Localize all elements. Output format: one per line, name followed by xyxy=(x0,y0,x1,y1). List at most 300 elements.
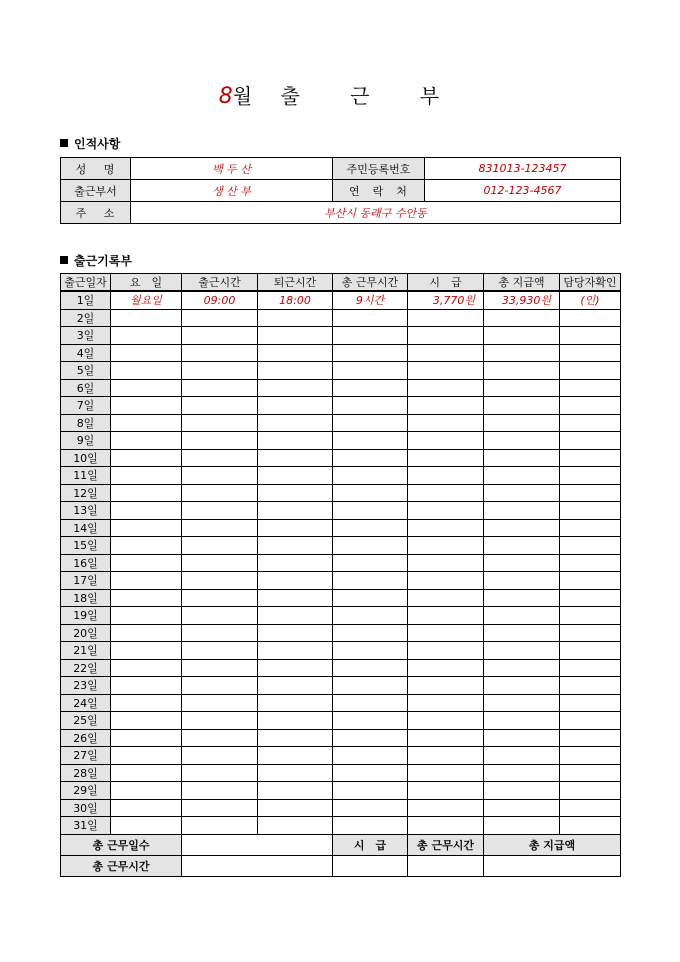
row-cell[interactable] xyxy=(258,589,333,607)
page-title xyxy=(0,80,680,109)
table-row xyxy=(61,572,621,590)
row-cell[interactable] xyxy=(258,537,333,555)
row-cell[interactable] xyxy=(258,519,333,537)
row-cell[interactable] xyxy=(333,397,408,415)
row-cell[interactable] xyxy=(484,642,560,660)
row-cell[interactable] xyxy=(560,397,621,415)
table-row xyxy=(61,729,621,747)
row-cell[interactable] xyxy=(484,589,560,607)
row-cell[interactable] xyxy=(408,764,484,782)
row-cell[interactable] xyxy=(111,484,182,502)
row-cell[interactable] xyxy=(111,624,182,642)
row-cell[interactable] xyxy=(258,817,333,835)
title-month: 8 xyxy=(218,84,233,109)
row-cell[interactable] xyxy=(111,607,182,625)
col-header-confirm: 담당자확인 xyxy=(560,274,621,292)
row-cell[interactable] xyxy=(111,782,182,800)
row-cell[interactable] xyxy=(560,589,621,607)
personal-section-heading: 인적사항 xyxy=(60,135,120,152)
row-cell[interactable] xyxy=(258,449,333,467)
row-cell[interactable] xyxy=(111,642,182,660)
row-cell[interactable] xyxy=(560,572,621,590)
row-cell[interactable] xyxy=(182,502,258,520)
total-days-label: 총 근무일수 xyxy=(61,834,182,855)
table-row xyxy=(61,309,621,327)
rrn-label: 주민등록번호 xyxy=(333,158,425,180)
row-cell[interactable] xyxy=(111,764,182,782)
row-date: 3일 xyxy=(61,327,111,345)
row-cell[interactable] xyxy=(560,327,621,345)
row-cell[interactable] xyxy=(258,572,333,590)
row-cell[interactable] xyxy=(560,537,621,555)
table-row xyxy=(61,519,621,537)
row-cell[interactable] xyxy=(258,694,333,712)
attendance-header-row xyxy=(61,274,621,292)
row-cell[interactable] xyxy=(182,607,258,625)
row-cell[interactable] xyxy=(333,589,408,607)
row-cell[interactable] xyxy=(333,694,408,712)
row-cell[interactable] xyxy=(333,782,408,800)
row-cell[interactable] xyxy=(111,502,182,520)
row-cell[interactable] xyxy=(408,362,484,380)
row-cell[interactable] xyxy=(408,659,484,677)
row-cell[interactable] xyxy=(333,817,408,835)
row-cell[interactable] xyxy=(484,484,560,502)
row-cell[interactable] xyxy=(333,572,408,590)
row-date: 22일 xyxy=(61,659,111,677)
row-cell[interactable] xyxy=(484,467,560,485)
row-cell[interactable] xyxy=(182,414,258,432)
row-cell[interactable] xyxy=(408,344,484,362)
total-pay-summary-value[interactable] xyxy=(484,855,621,876)
row-date: 14일 xyxy=(61,519,111,537)
row-cell[interactable] xyxy=(333,712,408,730)
contact-value[interactable]: 012-123-4567 xyxy=(425,180,621,202)
row-date: 10일 xyxy=(61,449,111,467)
row-cell[interactable] xyxy=(333,519,408,537)
row-cell[interactable] xyxy=(111,432,182,450)
row-date: 30일 xyxy=(61,799,111,817)
row-wage[interactable]: 3,770원 xyxy=(408,291,484,309)
personal-info-table xyxy=(60,157,621,224)
row-date: 9일 xyxy=(61,432,111,450)
attendance-section-heading: 출근기록부 xyxy=(60,252,132,269)
row-cell[interactable] xyxy=(111,344,182,362)
row-cell[interactable] xyxy=(258,659,333,677)
row-cell[interactable] xyxy=(111,572,182,590)
row-cell[interactable] xyxy=(560,467,621,485)
row-cell[interactable] xyxy=(484,449,560,467)
table-row xyxy=(61,432,621,450)
row-cell[interactable] xyxy=(333,554,408,572)
row-date: 21일 xyxy=(61,642,111,660)
dept-value[interactable]: 생 산 부 xyxy=(131,180,333,202)
row-cell[interactable] xyxy=(111,659,182,677)
row-cell[interactable] xyxy=(560,624,621,642)
row-cell[interactable] xyxy=(182,782,258,800)
row-cell[interactable] xyxy=(408,554,484,572)
row-cell[interactable] xyxy=(182,817,258,835)
row-cell[interactable] xyxy=(182,799,258,817)
row-cell[interactable] xyxy=(560,642,621,660)
row-cell[interactable] xyxy=(182,379,258,397)
row-cell[interactable] xyxy=(484,694,560,712)
row-cell[interactable] xyxy=(182,747,258,765)
row-cell[interactable] xyxy=(333,432,408,450)
row-cell[interactable] xyxy=(333,379,408,397)
row-cell[interactable] xyxy=(182,362,258,380)
row-cell[interactable] xyxy=(333,607,408,625)
row-cell[interactable] xyxy=(182,572,258,590)
row-cell[interactable] xyxy=(484,624,560,642)
row-cell[interactable] xyxy=(333,747,408,765)
total-hours-value[interactable] xyxy=(182,855,333,876)
bullet-square-icon xyxy=(60,256,68,264)
row-cell[interactable] xyxy=(560,799,621,817)
row-cell[interactable] xyxy=(333,642,408,660)
table-row xyxy=(61,747,621,765)
row-cell[interactable] xyxy=(333,449,408,467)
row-cell[interactable] xyxy=(408,712,484,730)
row-cell[interactable] xyxy=(560,747,621,765)
row-cell[interactable] xyxy=(333,327,408,345)
table-row xyxy=(61,467,621,485)
row-date: 19일 xyxy=(61,607,111,625)
row-cell[interactable] xyxy=(484,432,560,450)
row-cell[interactable] xyxy=(408,467,484,485)
row-cell[interactable] xyxy=(111,379,182,397)
table-row xyxy=(61,712,621,730)
title-char-2: 출 xyxy=(280,84,300,108)
row-cell[interactable] xyxy=(182,449,258,467)
row-cell[interactable] xyxy=(258,344,333,362)
row-cell[interactable] xyxy=(182,624,258,642)
row-cell[interactable] xyxy=(408,449,484,467)
row-cell[interactable] xyxy=(258,554,333,572)
row-cell[interactable] xyxy=(258,729,333,747)
total-days-value[interactable] xyxy=(182,834,333,855)
row-cell[interactable] xyxy=(182,642,258,660)
col-header-total: 총 지급액 xyxy=(484,274,560,292)
row-cell[interactable] xyxy=(484,607,560,625)
row-cell[interactable] xyxy=(484,799,560,817)
row-cell[interactable] xyxy=(333,799,408,817)
row-cell[interactable] xyxy=(111,747,182,765)
row-date: 24일 xyxy=(61,694,111,712)
row-cell[interactable] xyxy=(258,747,333,765)
row-date: 1일 xyxy=(61,291,111,309)
row-cell[interactable] xyxy=(182,484,258,502)
row-out-time[interactable]: 18:00 xyxy=(258,291,333,309)
row-cell[interactable] xyxy=(333,467,408,485)
row-cell[interactable] xyxy=(560,712,621,730)
row-cell[interactable] xyxy=(484,782,560,800)
row-cell[interactable] xyxy=(111,694,182,712)
row-cell[interactable] xyxy=(484,712,560,730)
row-cell[interactable] xyxy=(182,764,258,782)
row-cell[interactable] xyxy=(258,362,333,380)
row-cell[interactable] xyxy=(111,817,182,835)
row-cell[interactable] xyxy=(408,589,484,607)
row-cell[interactable] xyxy=(484,817,560,835)
name-value[interactable]: 백 두 산 xyxy=(131,158,333,180)
table-row xyxy=(61,589,621,607)
row-cell[interactable] xyxy=(333,344,408,362)
row-date: 17일 xyxy=(61,572,111,590)
row-cell[interactable] xyxy=(560,519,621,537)
row-date: 11일 xyxy=(61,467,111,485)
row-cell[interactable] xyxy=(333,624,408,642)
row-cell[interactable] xyxy=(408,694,484,712)
row-cell[interactable] xyxy=(408,799,484,817)
row-cell[interactable] xyxy=(111,362,182,380)
table-row xyxy=(61,607,621,625)
row-cell[interactable] xyxy=(333,362,408,380)
row-cell[interactable] xyxy=(408,309,484,327)
total-hours-label: 총 근무시간 xyxy=(61,855,182,876)
row-cell[interactable] xyxy=(408,747,484,765)
row-cell[interactable] xyxy=(333,729,408,747)
row-cell[interactable] xyxy=(182,729,258,747)
row-cell[interactable] xyxy=(258,309,333,327)
row-cell[interactable] xyxy=(560,432,621,450)
row-cell[interactable] xyxy=(111,589,182,607)
row-cell[interactable] xyxy=(560,362,621,380)
row-cell[interactable] xyxy=(408,379,484,397)
row-cell[interactable] xyxy=(182,537,258,555)
table-row xyxy=(61,799,621,817)
row-cell[interactable] xyxy=(182,712,258,730)
row-cell[interactable] xyxy=(560,782,621,800)
row-cell[interactable] xyxy=(408,572,484,590)
wage-summary-label: 시 급 xyxy=(333,834,408,855)
row-cell[interactable] xyxy=(408,677,484,695)
summary-row xyxy=(61,834,621,855)
row-cell[interactable] xyxy=(484,572,560,590)
row-cell[interactable] xyxy=(560,309,621,327)
row-date: 26일 xyxy=(61,729,111,747)
row-cell[interactable] xyxy=(333,659,408,677)
row-cell[interactable] xyxy=(408,642,484,660)
row-cell[interactable] xyxy=(484,327,560,345)
table-row xyxy=(61,677,621,695)
row-cell[interactable] xyxy=(560,554,621,572)
table-row xyxy=(61,449,621,467)
row-cell[interactable] xyxy=(111,554,182,572)
row-cell[interactable] xyxy=(408,484,484,502)
table-row xyxy=(61,327,621,345)
table-row xyxy=(61,362,621,380)
row-weekday[interactable]: 월요일 xyxy=(111,291,182,309)
row-cell[interactable] xyxy=(258,502,333,520)
total-hours-summary-value[interactable] xyxy=(408,855,484,876)
table-row xyxy=(61,642,621,660)
row-cell[interactable] xyxy=(333,309,408,327)
row-cell[interactable] xyxy=(484,519,560,537)
row-cell[interactable] xyxy=(111,729,182,747)
row-cell[interactable] xyxy=(484,309,560,327)
row-cell[interactable] xyxy=(182,554,258,572)
row-cell[interactable] xyxy=(484,659,560,677)
row-cell[interactable] xyxy=(484,677,560,695)
row-date: 31일 xyxy=(61,817,111,835)
row-cell[interactable] xyxy=(182,467,258,485)
col-header-weekday: 요 일 xyxy=(111,274,182,292)
address-value[interactable]: 부산시 동래구 수안동 xyxy=(131,202,621,224)
row-cell[interactable] xyxy=(408,729,484,747)
rrn-value[interactable]: 831013-123457 xyxy=(425,158,621,180)
row-cell[interactable] xyxy=(111,712,182,730)
row-cell[interactable] xyxy=(560,659,621,677)
row-date: 2일 xyxy=(61,309,111,327)
row-cell[interactable] xyxy=(333,764,408,782)
table-row xyxy=(61,764,621,782)
info-row xyxy=(61,202,621,224)
row-cell[interactable] xyxy=(258,432,333,450)
row-cell[interactable] xyxy=(111,537,182,555)
table-row xyxy=(61,554,621,572)
row-cell[interactable] xyxy=(560,449,621,467)
row-cell[interactable] xyxy=(484,554,560,572)
row-cell[interactable] xyxy=(182,432,258,450)
row-cell[interactable] xyxy=(408,414,484,432)
row-cell[interactable] xyxy=(560,344,621,362)
col-header-date: 출근일자 xyxy=(61,274,111,292)
row-cell[interactable] xyxy=(111,327,182,345)
row-cell[interactable] xyxy=(258,764,333,782)
row-cell[interactable] xyxy=(484,362,560,380)
row-cell[interactable] xyxy=(258,642,333,660)
row-cell[interactable] xyxy=(560,502,621,520)
row-cell[interactable] xyxy=(258,379,333,397)
row-cell[interactable] xyxy=(408,624,484,642)
info-row xyxy=(61,158,621,180)
row-cell[interactable] xyxy=(333,502,408,520)
row-cell[interactable] xyxy=(408,607,484,625)
row-cell[interactable] xyxy=(111,467,182,485)
row-cell[interactable] xyxy=(111,677,182,695)
row-cell[interactable] xyxy=(258,799,333,817)
col-header-wage: 시 급 xyxy=(408,274,484,292)
row-cell[interactable] xyxy=(560,729,621,747)
row-confirm[interactable]: (인) xyxy=(560,291,621,309)
row-cell[interactable] xyxy=(408,537,484,555)
row-cell[interactable] xyxy=(560,677,621,695)
row-cell[interactable] xyxy=(484,397,560,415)
row-cell[interactable] xyxy=(560,484,621,502)
row-date: 5일 xyxy=(61,362,111,380)
table-row xyxy=(61,537,621,555)
row-cell[interactable] xyxy=(484,764,560,782)
row-cell[interactable] xyxy=(560,764,621,782)
row-cell[interactable] xyxy=(484,414,560,432)
row-date: 4일 xyxy=(61,344,111,362)
row-cell[interactable] xyxy=(182,327,258,345)
row-cell[interactable] xyxy=(111,799,182,817)
row-date: 16일 xyxy=(61,554,111,572)
row-cell[interactable] xyxy=(408,432,484,450)
row-cell[interactable] xyxy=(560,694,621,712)
total-pay-summary-label: 총 지급액 xyxy=(484,834,621,855)
row-cell[interactable] xyxy=(111,519,182,537)
info-row xyxy=(61,180,621,202)
row-date: 12일 xyxy=(61,484,111,502)
table-row xyxy=(61,414,621,432)
row-date: 13일 xyxy=(61,502,111,520)
row-cell[interactable] xyxy=(408,327,484,345)
col-header-out-time: 퇴근시간 xyxy=(258,274,333,292)
row-cell[interactable] xyxy=(182,694,258,712)
row-cell[interactable] xyxy=(333,677,408,695)
row-in-time[interactable]: 09:00 xyxy=(182,291,258,309)
title-char-1: 월 xyxy=(232,84,253,108)
row-cell[interactable] xyxy=(408,502,484,520)
row-cell[interactable] xyxy=(258,677,333,695)
row-cell[interactable] xyxy=(182,309,258,327)
row-cell[interactable] xyxy=(182,659,258,677)
row-cell[interactable] xyxy=(258,782,333,800)
row-cell[interactable] xyxy=(258,607,333,625)
table-row xyxy=(61,659,621,677)
row-date: 28일 xyxy=(61,764,111,782)
row-cell[interactable] xyxy=(484,747,560,765)
row-cell[interactable] xyxy=(258,414,333,432)
row-cell[interactable] xyxy=(333,414,408,432)
row-cell[interactable] xyxy=(484,344,560,362)
row-cell[interactable] xyxy=(333,537,408,555)
row-cell[interactable] xyxy=(484,729,560,747)
row-cell[interactable] xyxy=(258,327,333,345)
row-cell[interactable] xyxy=(333,484,408,502)
row-cell[interactable] xyxy=(408,782,484,800)
row-cell[interactable] xyxy=(484,537,560,555)
row-cell[interactable] xyxy=(560,817,621,835)
row-cell[interactable] xyxy=(258,467,333,485)
row-cell[interactable] xyxy=(408,519,484,537)
row-cell[interactable] xyxy=(182,397,258,415)
row-total[interactable]: 33,930원 xyxy=(484,291,560,309)
row-cell[interactable] xyxy=(560,607,621,625)
row-cell[interactable] xyxy=(484,502,560,520)
row-cell[interactable] xyxy=(182,677,258,695)
row-cell[interactable] xyxy=(258,712,333,730)
row-cell[interactable] xyxy=(111,309,182,327)
row-cell[interactable] xyxy=(408,817,484,835)
row-date: 18일 xyxy=(61,589,111,607)
row-date: 8일 xyxy=(61,414,111,432)
row-cell[interactable] xyxy=(182,589,258,607)
summary-row xyxy=(61,855,621,876)
row-cell[interactable] xyxy=(111,397,182,415)
wage-summary-value[interactable] xyxy=(333,855,408,876)
row-cell[interactable] xyxy=(182,344,258,362)
row-cell[interactable] xyxy=(182,519,258,537)
row-cell[interactable] xyxy=(258,397,333,415)
row-cell[interactable] xyxy=(484,379,560,397)
row-cell[interactable] xyxy=(560,414,621,432)
row-cell[interactable] xyxy=(258,484,333,502)
row-cell[interactable] xyxy=(111,449,182,467)
row-cell[interactable] xyxy=(408,397,484,415)
row-cell[interactable] xyxy=(560,379,621,397)
dept-label: 출근부서 xyxy=(61,180,131,202)
row-cell[interactable] xyxy=(111,414,182,432)
table-row xyxy=(61,344,621,362)
row-hours[interactable]: 9시간 xyxy=(333,291,408,309)
row-cell[interactable] xyxy=(258,624,333,642)
table-row xyxy=(61,502,621,520)
table-row xyxy=(61,379,621,397)
